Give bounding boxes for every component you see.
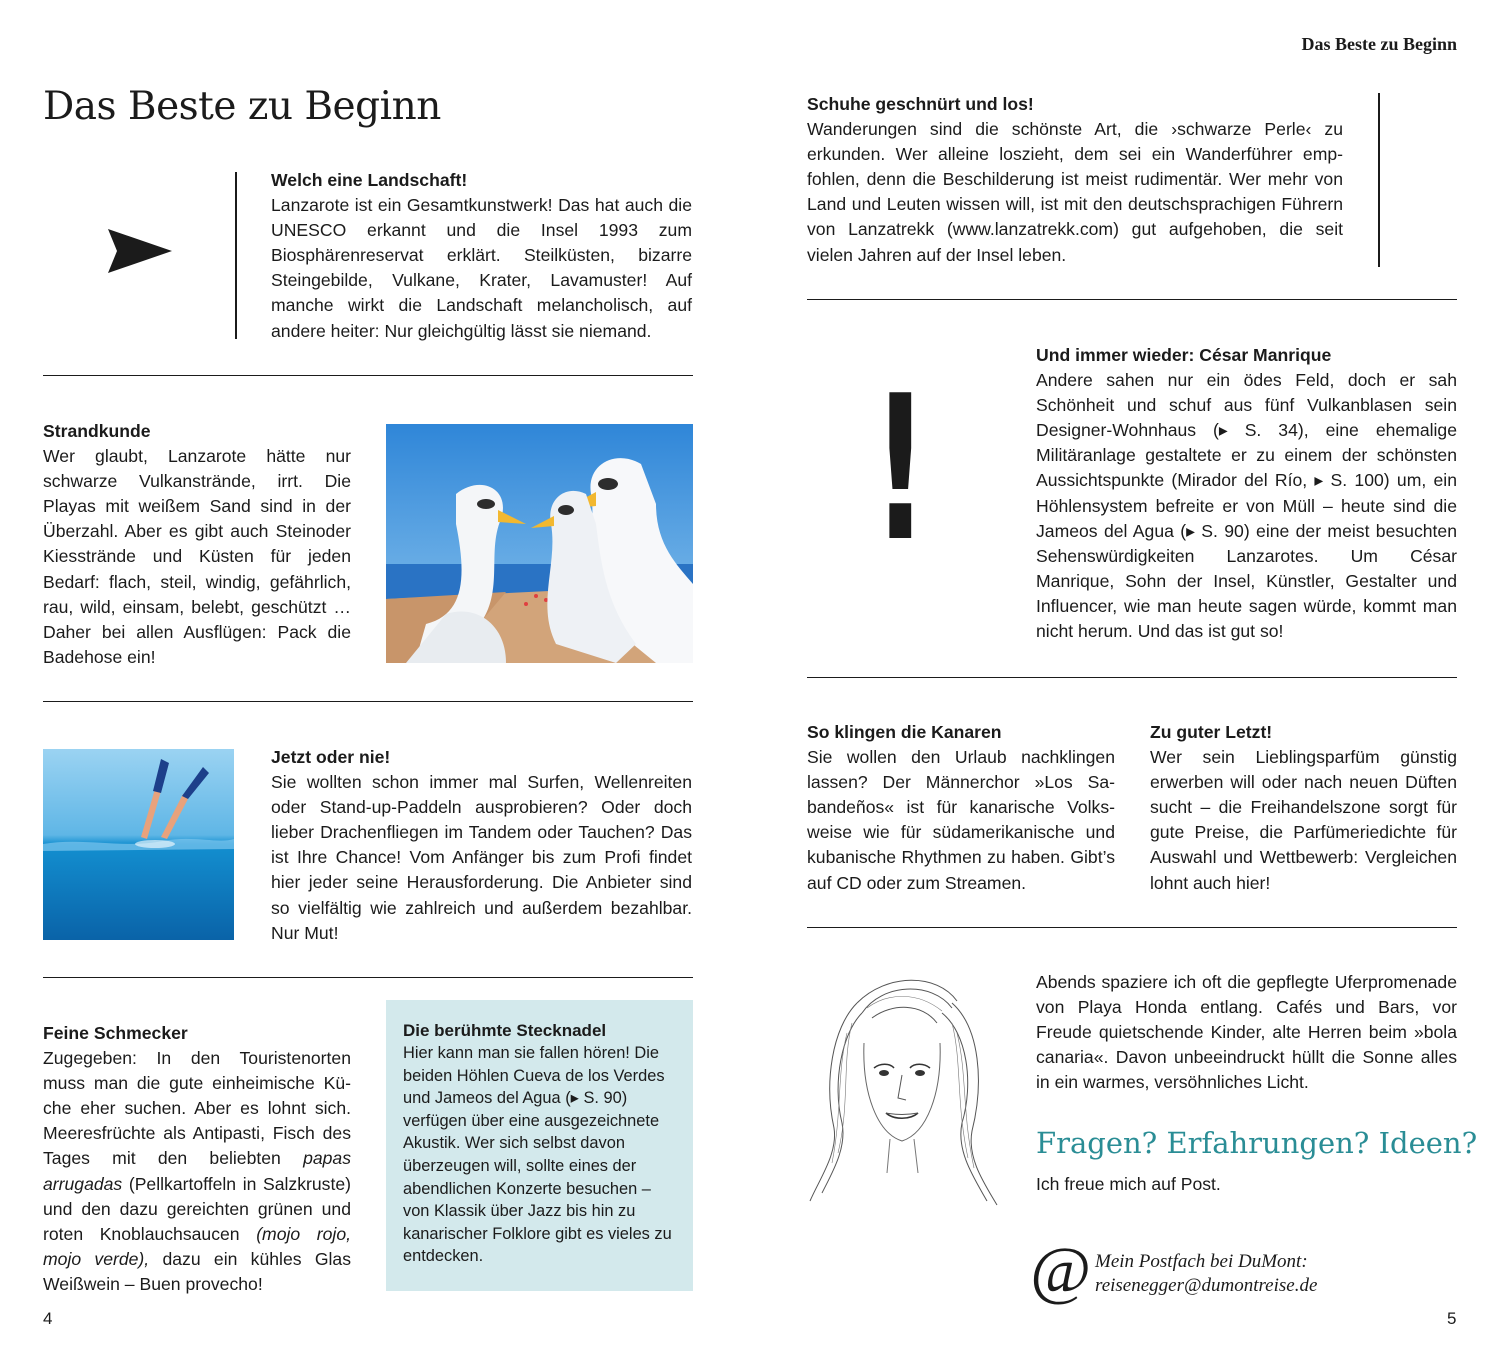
swan-boats-photo bbox=[386, 424, 693, 663]
heading-schmecker: Feine Schmecker bbox=[43, 1023, 188, 1043]
text-strandkunde: Wer glaubt, Lanzarote hätte nur schwarze Vulkanstrände, irrt. Die Playas mit weißem Sand sind in der Überzahl. Aber es gibt auch Steinoder Kiesstrände und Küsten für jeden Bedarf: flach, steil, windig, gefährlich, rau, wild, einsam, belebt, geschützt … Daher bei allen Ausflügen: Pack die Badehose ein! bbox=[43, 446, 351, 667]
vertical-divider bbox=[235, 172, 237, 339]
section-strandkunde bbox=[43, 419, 351, 670]
section-landschaft bbox=[271, 168, 692, 344]
section-schuhe bbox=[807, 92, 1343, 268]
section-jetzt bbox=[271, 745, 692, 946]
section-kanaren bbox=[807, 720, 1115, 896]
heading-landschaft: Welch eine Landschaft! bbox=[271, 170, 468, 190]
heading-manrique: Und immer wieder: César Manrique bbox=[1036, 345, 1332, 365]
page-number-right: 5 bbox=[1447, 1309, 1457, 1328]
heading-schuhe: Schuhe geschnürt und los! bbox=[807, 94, 1034, 114]
heading-kanaren: So klingen die Kanaren bbox=[807, 722, 1002, 742]
diver-legs-photo bbox=[43, 749, 234, 940]
page-title: Das Beste zu Beginn bbox=[43, 84, 441, 129]
divider bbox=[807, 677, 1457, 678]
section-author-note bbox=[1036, 970, 1457, 1095]
author-portrait-sketch bbox=[802, 973, 1002, 1208]
text-author-note: Abends spaziere ich oft die gepflegte Uferpromenade von Playa Honda entlang. Cafés und Bars, vor Freude quietschende Kinder, alte Herren beim »bola canaria«. Davon unbeeindruckt hüllt die Sonne alles in ein warmes, versöhnliches Licht. bbox=[1036, 972, 1457, 1093]
section-schmecker bbox=[43, 1021, 351, 1297]
divider bbox=[807, 299, 1457, 300]
heading-jetzt: Jetzt oder nie! bbox=[271, 747, 391, 767]
page-number-left: 4 bbox=[43, 1309, 53, 1328]
heading-stecknadel: Die berühmte Stecknadel bbox=[403, 1021, 607, 1040]
text-manrique: Andere sahen nur ein ödes Feld, doch er sah Schönheit und schuf aus fünf Vulkanblasen sein Designer-Wohnhaus (▸ S. 34), eine ehemalige Militäranlage gestaltete er zu einem der schönsten Aussichtspunkte (Mirador del Río, ▸ S. 100) um, ein Höhlensystem befreite er von Müll – heute sind die Jameos del Agua (▸ S. 90) eine der meist besuchten Sehenswürdigkeiten Lanzarotes. Um César Manrique, Sohn der Insel, Künstler, Gestalter und Influencer, wie man heute sagen würde, kommt man nicht herum. Und das ist gut so! bbox=[1036, 370, 1457, 642]
divider bbox=[43, 701, 693, 702]
cta-heading: Fragen? Erfahrungen? Ideen? bbox=[1036, 1126, 1478, 1160]
vertical-divider bbox=[1378, 93, 1380, 267]
heading-strandkunde: Strandkunde bbox=[43, 421, 151, 441]
text-kanaren: Sie wollen den Urlaub nachklingen lassen? Der Männerchor »Los Sabandeños« ist für kanarische Volksweise wie für südamerikanische und kubanische Rhythmen zu haben. Gibt’s auf CD oder zum Streamen. bbox=[807, 747, 1115, 893]
infobox-stecknadel bbox=[386, 1000, 693, 1291]
text-schmecker: Zugegeben: In den Touristenorten muss man die gute einheimische Küche eher suchen. Aber es lohnt sich. Meeresfrüchte als Antipasti, Fisch des Tages mit den beliebten papas arrugadas (Pellkartoffeln in Salzkruste) und den dazu gereichten grünen und roten Knoblauchsaucen (mojo rojo, mojo verde), dazu ein kühles Glas Weißwein – Buen provecho! bbox=[43, 1048, 352, 1294]
cta-text: Ich freue mich auf Post. bbox=[1036, 1174, 1221, 1194]
text-stecknadel: Hier kann man sie fallen hören! Die beiden Höhlen Cueva de los Verdes und Jameos del Agua (▸ S. 90) verfügen über eine ausgezeichnete Akustik. Wer sich selbst davon überzeugen will, sollte eines der abendlichen Konzerte besuchen – von Klassik über Jazz bis hin zu kanarischer Folklore gibt es vieles zu entdecken. bbox=[403, 1044, 672, 1266]
text-jetzt: Sie wollten schon immer mal Surfen, Wellenreiten oder Stand-up-Paddeln ausprobieren? Oder doch lieber Drachenfliegen im Tandem oder Tauchen? Das ist Ihre Chance! Vom Anfänger bis zum Profi findet hier jeder seine Herausforderung. Die Anbieter sind so vielfältig wie zahlreich und außerdem bezahlbar. Nur Mut! bbox=[271, 772, 692, 943]
email-link[interactable]: reisenegger@dumontreise.de bbox=[1095, 1275, 1318, 1296]
running-head: Das Beste zu Beginn bbox=[1301, 34, 1457, 54]
divider bbox=[43, 375, 693, 376]
at-icon: @ bbox=[1030, 1234, 1091, 1307]
divider bbox=[43, 977, 693, 978]
divider bbox=[807, 927, 1457, 928]
heading-letzt: Zu guter Letzt! bbox=[1150, 722, 1273, 742]
section-letzt bbox=[1150, 720, 1457, 896]
arrow-right-icon bbox=[105, 226, 175, 276]
text-landschaft: Lanzarote ist ein Gesamtkunstwerk! Das hat auch die UNESCO erkannt und die Insel 1993 zum Biosphärenreservat erklärt. Steilküsten, bizarre Steingebilde, Vulkane, Krater, Lavamuster! Auf manche wirkt die Landschaft melancholisch, auf andere heiter: Nur gleichgültig lässt sie niemand. bbox=[271, 195, 692, 341]
text-letzt: Wer sein Lieblingsparfüm günstig erwerben will oder nach neuen Düften sucht – die Freihandelszone sorgt für gute Preise, die Parfümeriedichte für Auswahl und Wettbewerb: Vergleichen lohnt auch hier! bbox=[1150, 747, 1457, 893]
section-manrique bbox=[1036, 343, 1457, 644]
text-schuhe: Wanderungen sind die schönste Art, die ›schwarze Perle‹ zu erkunden. Wer alleine loszieht, dem sei ein Wanderführer empfohlen, denn die Beschilderung ist meist rudimentär. Wer mehr von Land und Leuten wissen will, ist mit den deutschsprachigen Führern von Lanzatrekk (www.lanzatrekk.com) gut aufgehoben, die seit vielen Jahren auf der Insel leben. bbox=[807, 119, 1343, 265]
mailbox-label: Mein Postfach bei DuMont: bbox=[1095, 1251, 1308, 1272]
exclamation-icon: ! bbox=[872, 353, 929, 586]
